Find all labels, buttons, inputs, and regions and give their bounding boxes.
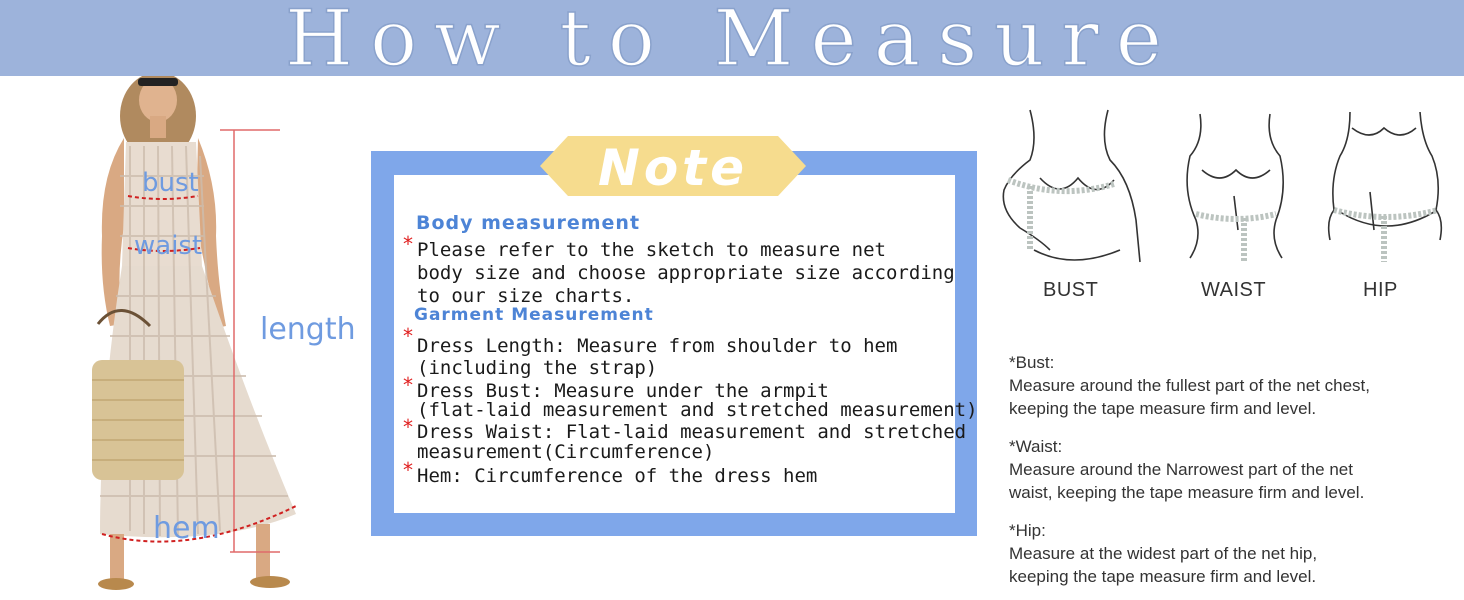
waist-text: waist, keeping the tape measure firm and level. [1009, 483, 1365, 502]
garment-line: Dress Length: Measure from shoulder to hem [417, 335, 898, 357]
bullet-star: * [403, 324, 413, 348]
body-line: Please refer to the sketch to measure net [417, 239, 886, 261]
page-title: How to Measure [285, 0, 1179, 84]
body-line: to our size charts. [417, 285, 635, 307]
label-bust: bust [142, 168, 199, 198]
bust-text: Measure around the fullest part of the net chest, [1009, 376, 1370, 395]
label-waist: waist [134, 231, 203, 261]
hip-title: *Hip: [1009, 521, 1046, 540]
waist-title: *Waist: [1009, 437, 1063, 456]
garment-line: (flat-laid measurement and stretched measurement) [417, 399, 978, 421]
body-line: body size and choose appropriate size according [417, 262, 955, 284]
measure-figures [990, 100, 1464, 300]
waist-text: Measure around the Narrowest part of the net [1009, 460, 1353, 479]
garment-line: (including the strap) [417, 357, 658, 379]
bullet-star: * [403, 415, 413, 439]
bullet-star: * [403, 232, 413, 256]
garment-line: Hem: Circumference of the dress hem [417, 465, 818, 487]
header-banner [0, 0, 1464, 84]
garment-line: Dress Waist: Flat-laid measurement and stretched [417, 421, 967, 443]
hip-text: Measure at the widest part of the net hip, [1009, 544, 1318, 563]
bust-text: keeping the tape measure firm and level. [1009, 399, 1317, 418]
garment-line: measurement(Circumference) [417, 441, 715, 463]
bullet-star: * [403, 458, 413, 482]
label-hem: hem [153, 511, 220, 546]
garment-measurement-heading: Garment Measurement [414, 305, 654, 325]
body-measurement-heading: Body measurement [416, 212, 641, 234]
hip-text: keeping the tape measure firm and level. [1009, 567, 1317, 586]
garment-line: Dress Bust: Measure under the armpit [417, 380, 829, 402]
figure-label-hip: HIP [1363, 279, 1398, 301]
bullet-star: * [403, 373, 413, 397]
bust-title: *Bust: [1009, 353, 1055, 372]
figure-label-bust: BUST [1043, 279, 1099, 301]
figure-label-waist: WAIST [1201, 279, 1267, 301]
note-badge-label: Note [597, 139, 748, 197]
label-length: length [260, 312, 356, 347]
